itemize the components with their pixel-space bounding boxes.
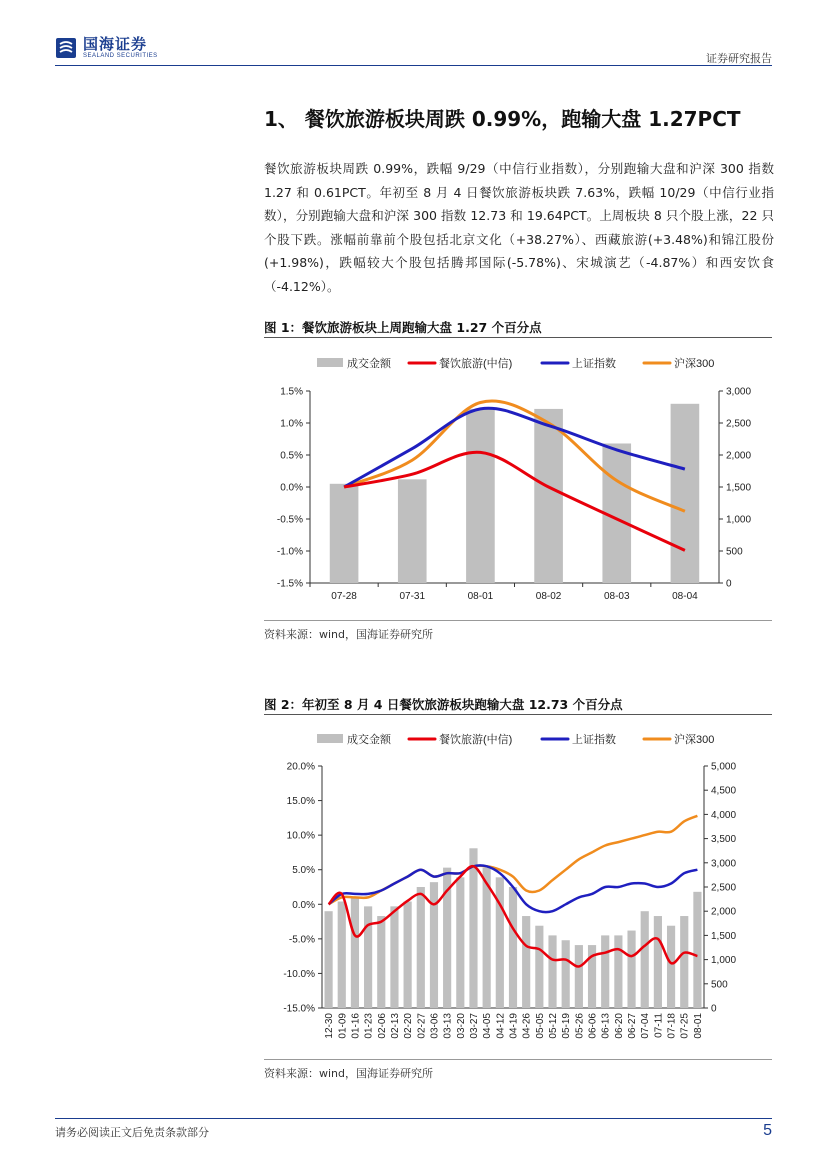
figure1-bottom-rule <box>264 620 772 621</box>
legend-label: 餐饮旅游(中信) <box>439 358 513 370</box>
right-tick-label: 1,500 <box>711 930 737 942</box>
x-tick-label: 07-04 <box>640 1013 652 1039</box>
x-tick-label: 02-27 <box>416 1013 428 1039</box>
logo-en-text: SEALAND SECURITIES <box>83 53 158 59</box>
left-tick-label: 0.5% <box>280 450 303 462</box>
x-tick-label: 08-01 <box>692 1013 704 1039</box>
figure2-title: 图 2：年初至 8 月 4 日餐饮旅游板块跑输大盘 12.73 个百分点 <box>264 697 623 712</box>
left-tick-label: -1.5% <box>276 578 303 590</box>
figure1-source: 资料来源：wind，国海证券研究所 <box>264 628 434 641</box>
volume-bar <box>601 935 609 1008</box>
legend-label: 上证指数 <box>572 358 616 370</box>
x-tick-label: 06-27 <box>627 1013 639 1039</box>
volume-bar <box>614 935 622 1008</box>
volume-bar <box>667 926 675 1008</box>
volume-bar <box>330 484 359 583</box>
x-tick-label: 07-31 <box>399 591 426 602</box>
volume-bar <box>351 897 359 1008</box>
legend-label: 成交金额 <box>347 358 391 370</box>
left-tick-label: 0.0% <box>292 899 315 911</box>
right-tick-label: 3,000 <box>726 386 752 398</box>
report-type-label: 证券研究报告 <box>706 52 772 65</box>
left-tick-label: -10.0% <box>283 968 315 980</box>
right-tick-label: 2,500 <box>726 418 752 430</box>
volume-bar <box>535 926 543 1008</box>
left-tick-label: 5.0% <box>292 865 315 877</box>
volume-bar <box>627 931 635 1008</box>
volume-bar <box>456 877 464 1008</box>
left-tick-label: 10.0% <box>286 830 315 842</box>
body-paragraph: 餐饮旅游板块周跌 0.99%，跌幅 9/29（中信行业指数），分别跑输大盘和沪深 300 指数 1.27 和 0.61PCT。年初至 8 月 4 日餐饮旅游板块跌 7.63%，跌幅 10/29（中信行业指数），分别跑输大盘和沪深 300 指数 12.73 和 19.64PCT。上周板块 8 只个股上涨，22 只个股下跌。涨幅前靠前个股包括北京文化（+38.27%）、西藏旅游(+3.48%)和锦江股份(+1.98%)，跌幅较大个股包括腾邦国际(-5.78%)、宋城演艺（-4.87%）和西安饮食（-4.12%）。 <box>264 161 774 294</box>
volume-bar <box>466 409 495 583</box>
x-tick-label: 04-19 <box>508 1013 520 1039</box>
x-tick-label: 02-20 <box>403 1013 415 1039</box>
right-tick-label: 500 <box>726 546 743 558</box>
disclaimer-note: 请务必阅读正文后免责条款部分 <box>55 1126 209 1139</box>
left-tick-label: 15.0% <box>286 796 315 808</box>
figure2-top-rule <box>264 714 772 715</box>
legend-swatch-bars <box>317 734 343 743</box>
volume-bar <box>693 892 701 1008</box>
figure1-top-rule <box>264 337 772 338</box>
x-tick-label: 03-06 <box>429 1013 441 1039</box>
x-tick-label: 12-30 <box>324 1013 336 1039</box>
section-title: 1、 餐饮旅游板块周跌 0.99%，跑输大盘 1.27PCT <box>264 107 741 131</box>
right-tick-label: 500 <box>711 979 728 991</box>
x-tick-label: 04-12 <box>495 1013 507 1039</box>
left-tick-label: 0.0% <box>280 482 303 494</box>
company-logo <box>55 36 158 60</box>
right-tick-label: 3,500 <box>711 834 737 846</box>
right-tick-label: 0 <box>726 578 732 590</box>
x-tick-label: 03-27 <box>468 1013 480 1039</box>
x-tick-label: 02-06 <box>376 1013 388 1039</box>
right-tick-label: 1,000 <box>726 514 752 526</box>
x-tick-label: 06-06 <box>587 1013 599 1039</box>
legend-swatch-bars <box>317 358 343 367</box>
x-tick-label: 01-16 <box>350 1013 362 1039</box>
x-tick-label: 07-28 <box>331 591 357 602</box>
volume-bar <box>522 916 530 1008</box>
x-tick-label: 07-25 <box>679 1013 691 1039</box>
volume-bar <box>325 911 333 1008</box>
volume-bar <box>562 940 570 1008</box>
header-divider <box>55 65 772 66</box>
x-tick-label: 06-20 <box>613 1013 625 1039</box>
volume-bar <box>496 877 504 1008</box>
right-tick-label: 4,000 <box>711 809 737 821</box>
left-tick-label: 1.0% <box>280 418 303 430</box>
volume-bar <box>390 906 398 1008</box>
x-tick-label: 02-13 <box>389 1013 401 1039</box>
x-tick-label: 08-01 <box>467 591 494 602</box>
right-tick-label: 1,000 <box>711 955 737 967</box>
x-tick-label: 01-23 <box>363 1013 375 1039</box>
logo-cn-text: 国海证券 <box>83 35 148 53</box>
right-tick-label: 4,500 <box>711 785 737 797</box>
volume-bar <box>680 916 688 1008</box>
series-line-1 <box>344 452 685 550</box>
volume-bar <box>338 902 346 1008</box>
x-tick-label: 06-13 <box>600 1013 612 1039</box>
right-tick-label: 5,000 <box>711 761 737 773</box>
figure1-title: 图 1：餐饮旅游板块上周跑输大盘 1.27 个百分点 <box>264 320 542 335</box>
x-tick-label: 04-05 <box>482 1013 494 1039</box>
right-tick-label: 2,500 <box>711 882 737 894</box>
legend-label: 上证指数 <box>572 734 616 746</box>
left-tick-label: -0.5% <box>276 514 303 526</box>
series-line-2 <box>344 408 685 487</box>
x-tick-label: 04-26 <box>521 1013 533 1039</box>
legend-label: 餐饮旅游(中信) <box>439 734 513 746</box>
volume-bar <box>417 887 425 1008</box>
volume-bar <box>364 906 372 1008</box>
right-tick-label: 1,500 <box>726 482 752 494</box>
volume-bar <box>509 887 517 1008</box>
x-tick-label: 05-26 <box>574 1013 586 1039</box>
left-tick-label: -5.0% <box>288 934 315 946</box>
right-tick-label: 2,000 <box>726 450 752 462</box>
sealand-logo-icon <box>55 37 77 59</box>
volume-bar <box>404 902 412 1008</box>
left-tick-label: 1.5% <box>280 386 303 398</box>
figure1-svg <box>264 340 772 618</box>
volume-bar <box>469 848 477 1008</box>
volume-bar <box>671 404 700 583</box>
legend-label: 沪深300 <box>674 734 715 746</box>
left-tick-label: -15.0% <box>283 1003 315 1015</box>
x-tick-label: 08-04 <box>672 591 698 602</box>
left-tick-label: 20.0% <box>286 761 315 773</box>
page-number: 5 <box>763 1122 772 1139</box>
figure2-chart <box>264 717 772 1057</box>
volume-bar <box>534 409 563 583</box>
volume-bar <box>641 911 649 1008</box>
x-tick-label: 07-18 <box>666 1013 678 1039</box>
figure2-svg <box>264 717 772 1057</box>
page-header <box>55 36 772 66</box>
volume-bar <box>654 916 662 1008</box>
volume-bar <box>548 935 556 1008</box>
volume-bar <box>575 945 583 1008</box>
footer-divider <box>55 1118 772 1119</box>
volume-bar <box>430 882 438 1008</box>
x-tick-label: 05-12 <box>548 1013 560 1039</box>
x-tick-label: 08-03 <box>603 591 630 602</box>
legend-label: 成交金额 <box>347 734 391 746</box>
x-tick-label: 05-05 <box>534 1013 546 1039</box>
right-tick-label: 0 <box>711 1003 717 1015</box>
right-tick-label: 3,000 <box>711 858 737 870</box>
x-tick-label: 03-13 <box>442 1013 454 1039</box>
left-tick-label: -1.0% <box>276 546 303 558</box>
volume-bar <box>398 479 427 583</box>
volume-bar <box>377 916 385 1008</box>
x-tick-label: 05-19 <box>561 1013 573 1039</box>
figure2-bottom-rule <box>264 1059 772 1060</box>
x-tick-label: 03-20 <box>455 1013 467 1039</box>
x-tick-label: 01-09 <box>337 1013 349 1039</box>
figure1-chart <box>264 340 772 618</box>
x-tick-label: 07-11 <box>653 1013 665 1038</box>
right-tick-label: 2,000 <box>711 906 737 918</box>
x-tick-label: 08-02 <box>535 591 562 602</box>
figure2-source: 资料来源：wind，国海证券研究所 <box>264 1067 434 1080</box>
legend-label: 沪深300 <box>674 358 715 370</box>
